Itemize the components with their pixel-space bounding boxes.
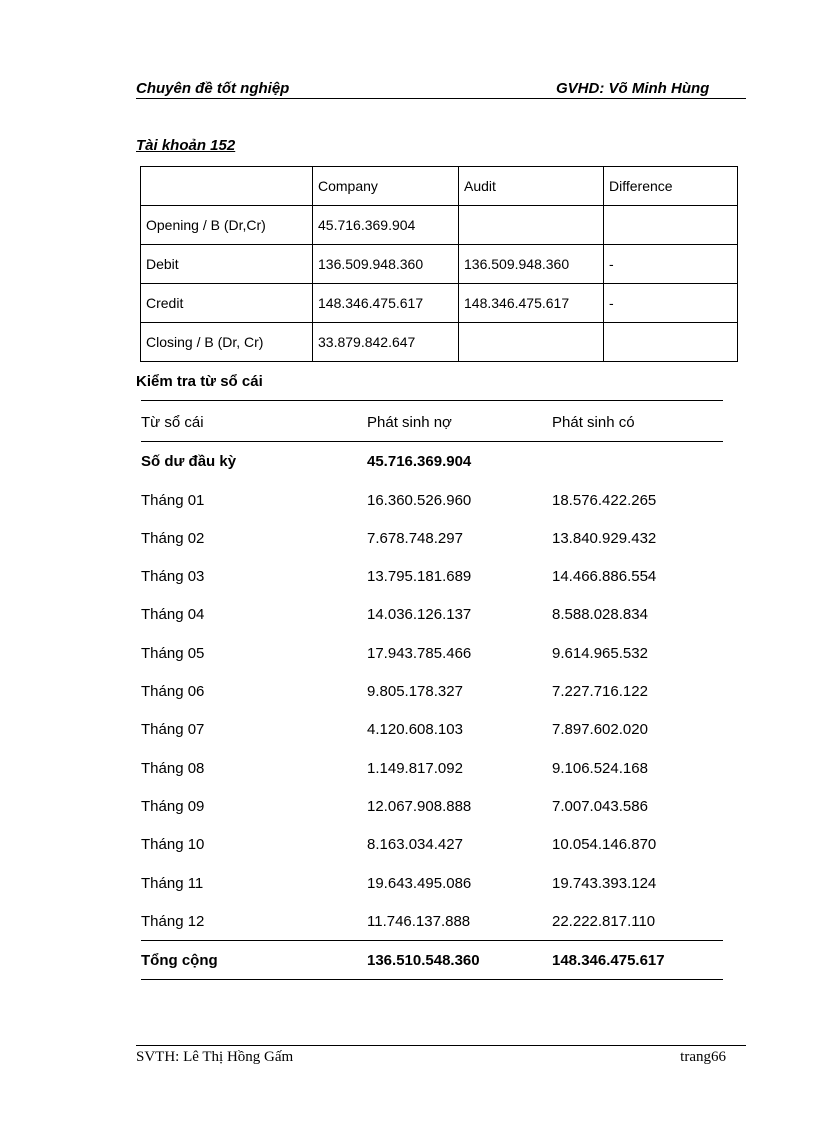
ledger-cell: Tháng 02 xyxy=(141,529,205,547)
ledger-cell: 7.678.748.297 xyxy=(367,529,463,547)
ledger-cell: 4.120.608.103 xyxy=(367,721,463,739)
header-left-text: Chuyên đề tốt nghiệp xyxy=(136,80,290,97)
account-table-cell: 33.879.842.647 xyxy=(313,323,459,362)
account-table-cell xyxy=(604,206,738,245)
ledger-month-row xyxy=(141,825,723,863)
ledger-cell: 18.576.422.265 xyxy=(552,491,657,509)
account-table-cell: Closing / B (Dr, Cr) xyxy=(141,323,313,362)
ledger-cell: 9.106.524.168 xyxy=(552,759,648,777)
ledger-cell: 12.067.908.888 xyxy=(367,797,472,815)
ledger-header-row xyxy=(141,403,723,442)
ledger-month-row xyxy=(141,864,723,902)
ledger-cell: 148.346.475.617 xyxy=(552,952,665,970)
ledger-cell: 136.510.548.360 xyxy=(367,952,480,970)
ledger-cell: Tháng 08 xyxy=(141,759,205,777)
ledger-cell: Tháng 01 xyxy=(141,491,205,509)
ledger-header-cell: Từ sổ cái xyxy=(141,414,204,431)
account-table-cell: - xyxy=(604,245,738,284)
ledger-cell: 11.746.137.888 xyxy=(367,912,471,930)
ledger-opening-row xyxy=(141,442,723,480)
ledger-table xyxy=(141,403,723,980)
ledger-total-row xyxy=(141,940,723,980)
ledger-top-rule xyxy=(141,400,723,401)
ledger-cell: Tháng 05 xyxy=(141,644,205,662)
ledger-cell: Số dư đầu kỳ xyxy=(141,453,237,471)
ledger-title: Kiểm tra từ sổ cái xyxy=(136,373,263,390)
ledger-cell: 14.036.126.137 xyxy=(367,606,472,624)
page-header xyxy=(136,80,746,99)
account-table-cell: 45.716.369.904 xyxy=(313,206,459,245)
ledger-cell: Tháng 04 xyxy=(141,606,205,624)
ledger-cell: 7.227.716.122 xyxy=(552,683,648,701)
account-table-row xyxy=(141,245,738,284)
account-table-header-cell: Audit xyxy=(459,167,604,206)
section-title: Tài khoản 152 xyxy=(136,137,236,154)
account-table-cell: 136.509.948.360 xyxy=(459,245,604,284)
account-table-cell: - xyxy=(604,284,738,323)
ledger-cell: 14.466.886.554 xyxy=(552,568,657,586)
ledger-cell: Tháng 06 xyxy=(141,683,205,701)
ledger-cell: 19.743.393.124 xyxy=(552,874,657,892)
ledger-cell: Tháng 11 xyxy=(141,874,204,892)
ledger-cell: 13.840.929.432 xyxy=(552,529,657,547)
account-table-row xyxy=(141,206,738,245)
account-table-header-cell: Company xyxy=(313,167,459,206)
account-table-row xyxy=(141,323,738,362)
ledger-cell: 8.588.028.834 xyxy=(552,606,648,624)
account-table-row xyxy=(141,284,738,323)
ledger-cell: Tháng 10 xyxy=(141,836,205,854)
ledger-cell: 9.614.965.532 xyxy=(552,644,648,662)
ledger-cell: Tháng 03 xyxy=(141,568,205,586)
account-table-cell xyxy=(604,323,738,362)
ledger-month-row xyxy=(141,634,723,672)
ledger-cell: 7.007.043.586 xyxy=(552,797,648,815)
ledger-cell: 16.360.526.960 xyxy=(367,491,472,509)
ledger-cell: 22.222.817.110 xyxy=(552,912,656,930)
ledger-month-row xyxy=(141,519,723,557)
ledger-cell: Tháng 12 xyxy=(141,912,205,930)
ledger-cell: 45.716.369.904 xyxy=(367,453,472,471)
ledger-month-row xyxy=(141,902,723,940)
account-table-cell: 148.346.475.617 xyxy=(459,284,604,323)
ledger-cell: Tháng 09 xyxy=(141,797,205,815)
ledger-month-row xyxy=(141,749,723,787)
ledger-cell: 8.163.034.427 xyxy=(367,836,463,854)
account-table-header-cell xyxy=(141,167,313,206)
ledger-cell: 13.795.181.689 xyxy=(367,568,472,586)
ledger-month-row xyxy=(141,710,723,748)
ledger-cell: 10.054.146.870 xyxy=(552,836,657,854)
account-table-header-cell: Difference xyxy=(604,167,738,206)
ledger-cell: 9.805.178.327 xyxy=(367,683,463,701)
account-table-cell xyxy=(459,323,604,362)
account-table-cell xyxy=(459,206,604,245)
ledger-header-cell: Phát sinh nợ xyxy=(367,414,452,431)
ledger-month-row xyxy=(141,595,723,633)
header-right-text: GVHD: Võ Minh Hùng xyxy=(556,80,710,97)
account-table-header-row xyxy=(141,167,738,206)
page-number: trang66 xyxy=(680,1049,726,1065)
ledger-month-row xyxy=(141,787,723,825)
account-table-cell: Opening / B (Dr,Cr) xyxy=(141,206,313,245)
ledger-cell: 7.897.602.020 xyxy=(552,721,648,739)
ledger-cell: Tổng cộng xyxy=(141,952,218,970)
footer-left-text: SVTH: Lê Thị Hồng Gấm xyxy=(136,1049,294,1065)
ledger-month-row xyxy=(141,481,723,519)
account-table-cell: Credit xyxy=(141,284,313,323)
ledger-month-row xyxy=(141,672,723,710)
ledger-cell: 17.943.785.466 xyxy=(367,644,472,662)
account-table-cell: 136.509.948.360 xyxy=(313,245,459,284)
account-table-cell: Debit xyxy=(141,245,313,284)
account-table xyxy=(140,166,738,362)
ledger-cell: 19.643.495.086 xyxy=(367,874,472,892)
ledger-cell: Tháng 07 xyxy=(141,721,205,739)
footer-rule xyxy=(136,1045,746,1046)
ledger-month-row xyxy=(141,557,723,595)
ledger-header-cell: Phát sinh có xyxy=(552,414,635,431)
ledger-cell: 1.149.817.092 xyxy=(367,759,463,777)
account-table-cell: 148.346.475.617 xyxy=(313,284,459,323)
